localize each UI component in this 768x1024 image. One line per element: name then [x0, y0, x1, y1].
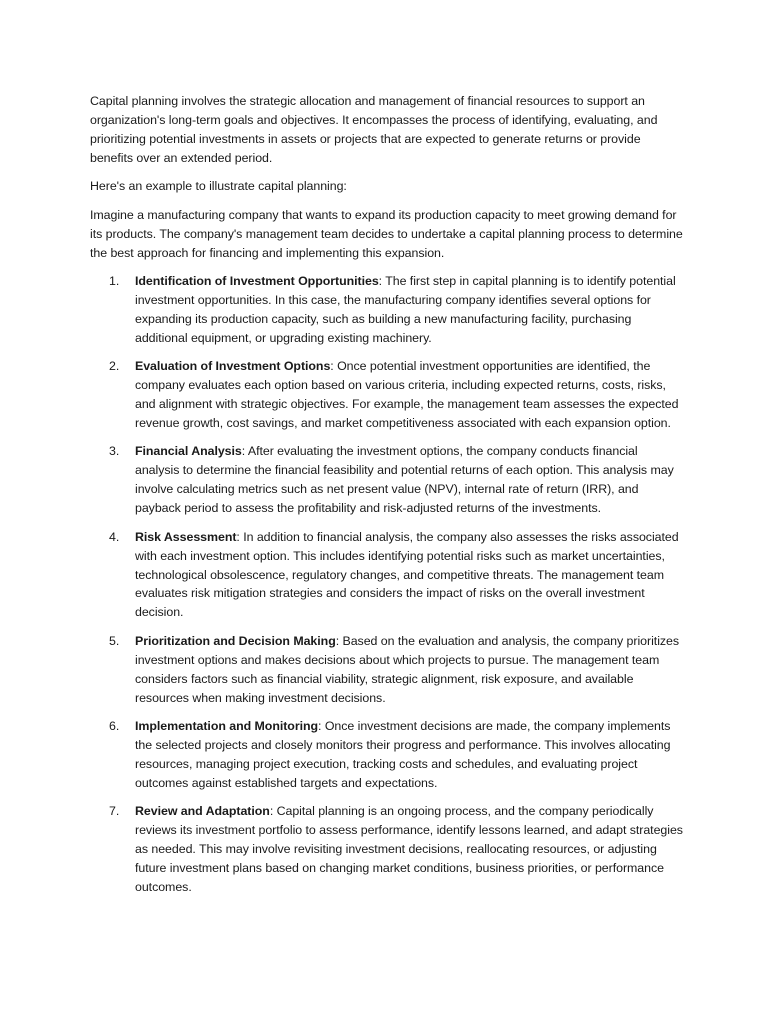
step-number: 1.	[109, 274, 120, 289]
step-text: : Based on the evaluation and analysis, the company prioritizes investment options and makes decisions about which projects to pursue. The management team considers factors such as financial viability, strategic alignment, risk exposure, and available resources when making investment decisions.	[135, 633, 680, 705]
list-item	[90, 528, 684, 623]
step-number: 3.	[109, 444, 120, 459]
step-text: : After evaluating the investment options, the company conducts financial analysis to determine the financial feasibility and potential returns of each option. This analysis may involve calculating metrics such as net present value (NPV), internal rate of return (IRR), and payback period to assess the profitability and risk-adjusted returns of the investments.	[135, 444, 674, 516]
list-item	[90, 802, 684, 897]
step-number: 5.	[109, 633, 120, 648]
list-item	[90, 717, 684, 793]
scenario-paragraph: Imagine a manufacturing company that wants to expand its production capacity to meet growing demand for its products. The company's management team decides to undertake a capital planning process to determine the best approach for financing and implementing this expansion.	[90, 207, 683, 260]
step-title: Review and Adaptation	[135, 804, 270, 819]
step-number: 2.	[109, 359, 120, 374]
steps-list	[90, 272, 684, 897]
step-text: : Capital planning is an ongoing process, and the company periodically reviews its investment portfolio to assess performance, identify lessons learned, and adapt strategies as needed. This may involve revisiting investment decisions, reallocating resources, or adjusting future investment plans based on changing market conditions, business priorities, or performance outcomes.	[135, 804, 683, 894]
step-title: Implementation and Monitoring	[135, 719, 319, 734]
list-item	[90, 272, 684, 348]
step-text: : Once investment decisions are made, the company implements the selected projects and closely monitors their progress and performance. This involves allocating resources, managing project execution, tracking costs and schedules, and evaluating project outcomes against established targets and expectations.	[135, 719, 671, 790]
intro-paragraph: Capital planning involves the strategic allocation and management of financial resources to support an organization's long-term goals and objectives. It encompasses the process of identifying, evaluating, and prioritizing potential investments in assets or projects that are expected to generate returns or provide benefits over an extended period.	[90, 94, 658, 165]
step-title: Risk Assessment	[135, 529, 237, 544]
step-number: 7.	[109, 804, 120, 819]
step-text: : The first step in capital planning is to identify potential investment opportunities. In this case, the manufacturing company identifies several options for expanding its production capacity, such as building a new manufacturing facility, purchasing additional equipment, or upgrading existing machinery.	[135, 274, 676, 345]
list-item	[90, 632, 684, 708]
step-title: Identification of Investment Opportunities	[135, 274, 379, 289]
step-number: 6.	[109, 719, 120, 734]
step-text: : Once potential investment opportunities are identified, the company evaluates each option based on various criteria, including expected returns, costs, risks, and alignment with strategic objectives. For example, the management team assesses the expected revenue growth, cost savings, and market competitiveness associated with each expansion option.	[135, 359, 679, 430]
step-title: Evaluation of Investment Options	[135, 359, 331, 374]
list-item	[90, 357, 684, 433]
example-lead: Here's an example to illustrate capital planning:	[90, 179, 347, 194]
step-number: 4.	[109, 529, 120, 544]
document-page	[90, 92, 684, 906]
list-item	[90, 442, 684, 518]
step-text: : In addition to financial analysis, the company also assesses the risks associated with each investment option. This includes identifying potential risks such as market uncertainties, technological obsolescence, regulatory changes, and competitive threats. The management team evaluates risk mitigation strategies and considers the impact of risks on the overall investment decision.	[135, 529, 679, 620]
step-title: Prioritization and Decision Making	[135, 633, 336, 648]
step-title: Financial Analysis	[135, 444, 242, 459]
